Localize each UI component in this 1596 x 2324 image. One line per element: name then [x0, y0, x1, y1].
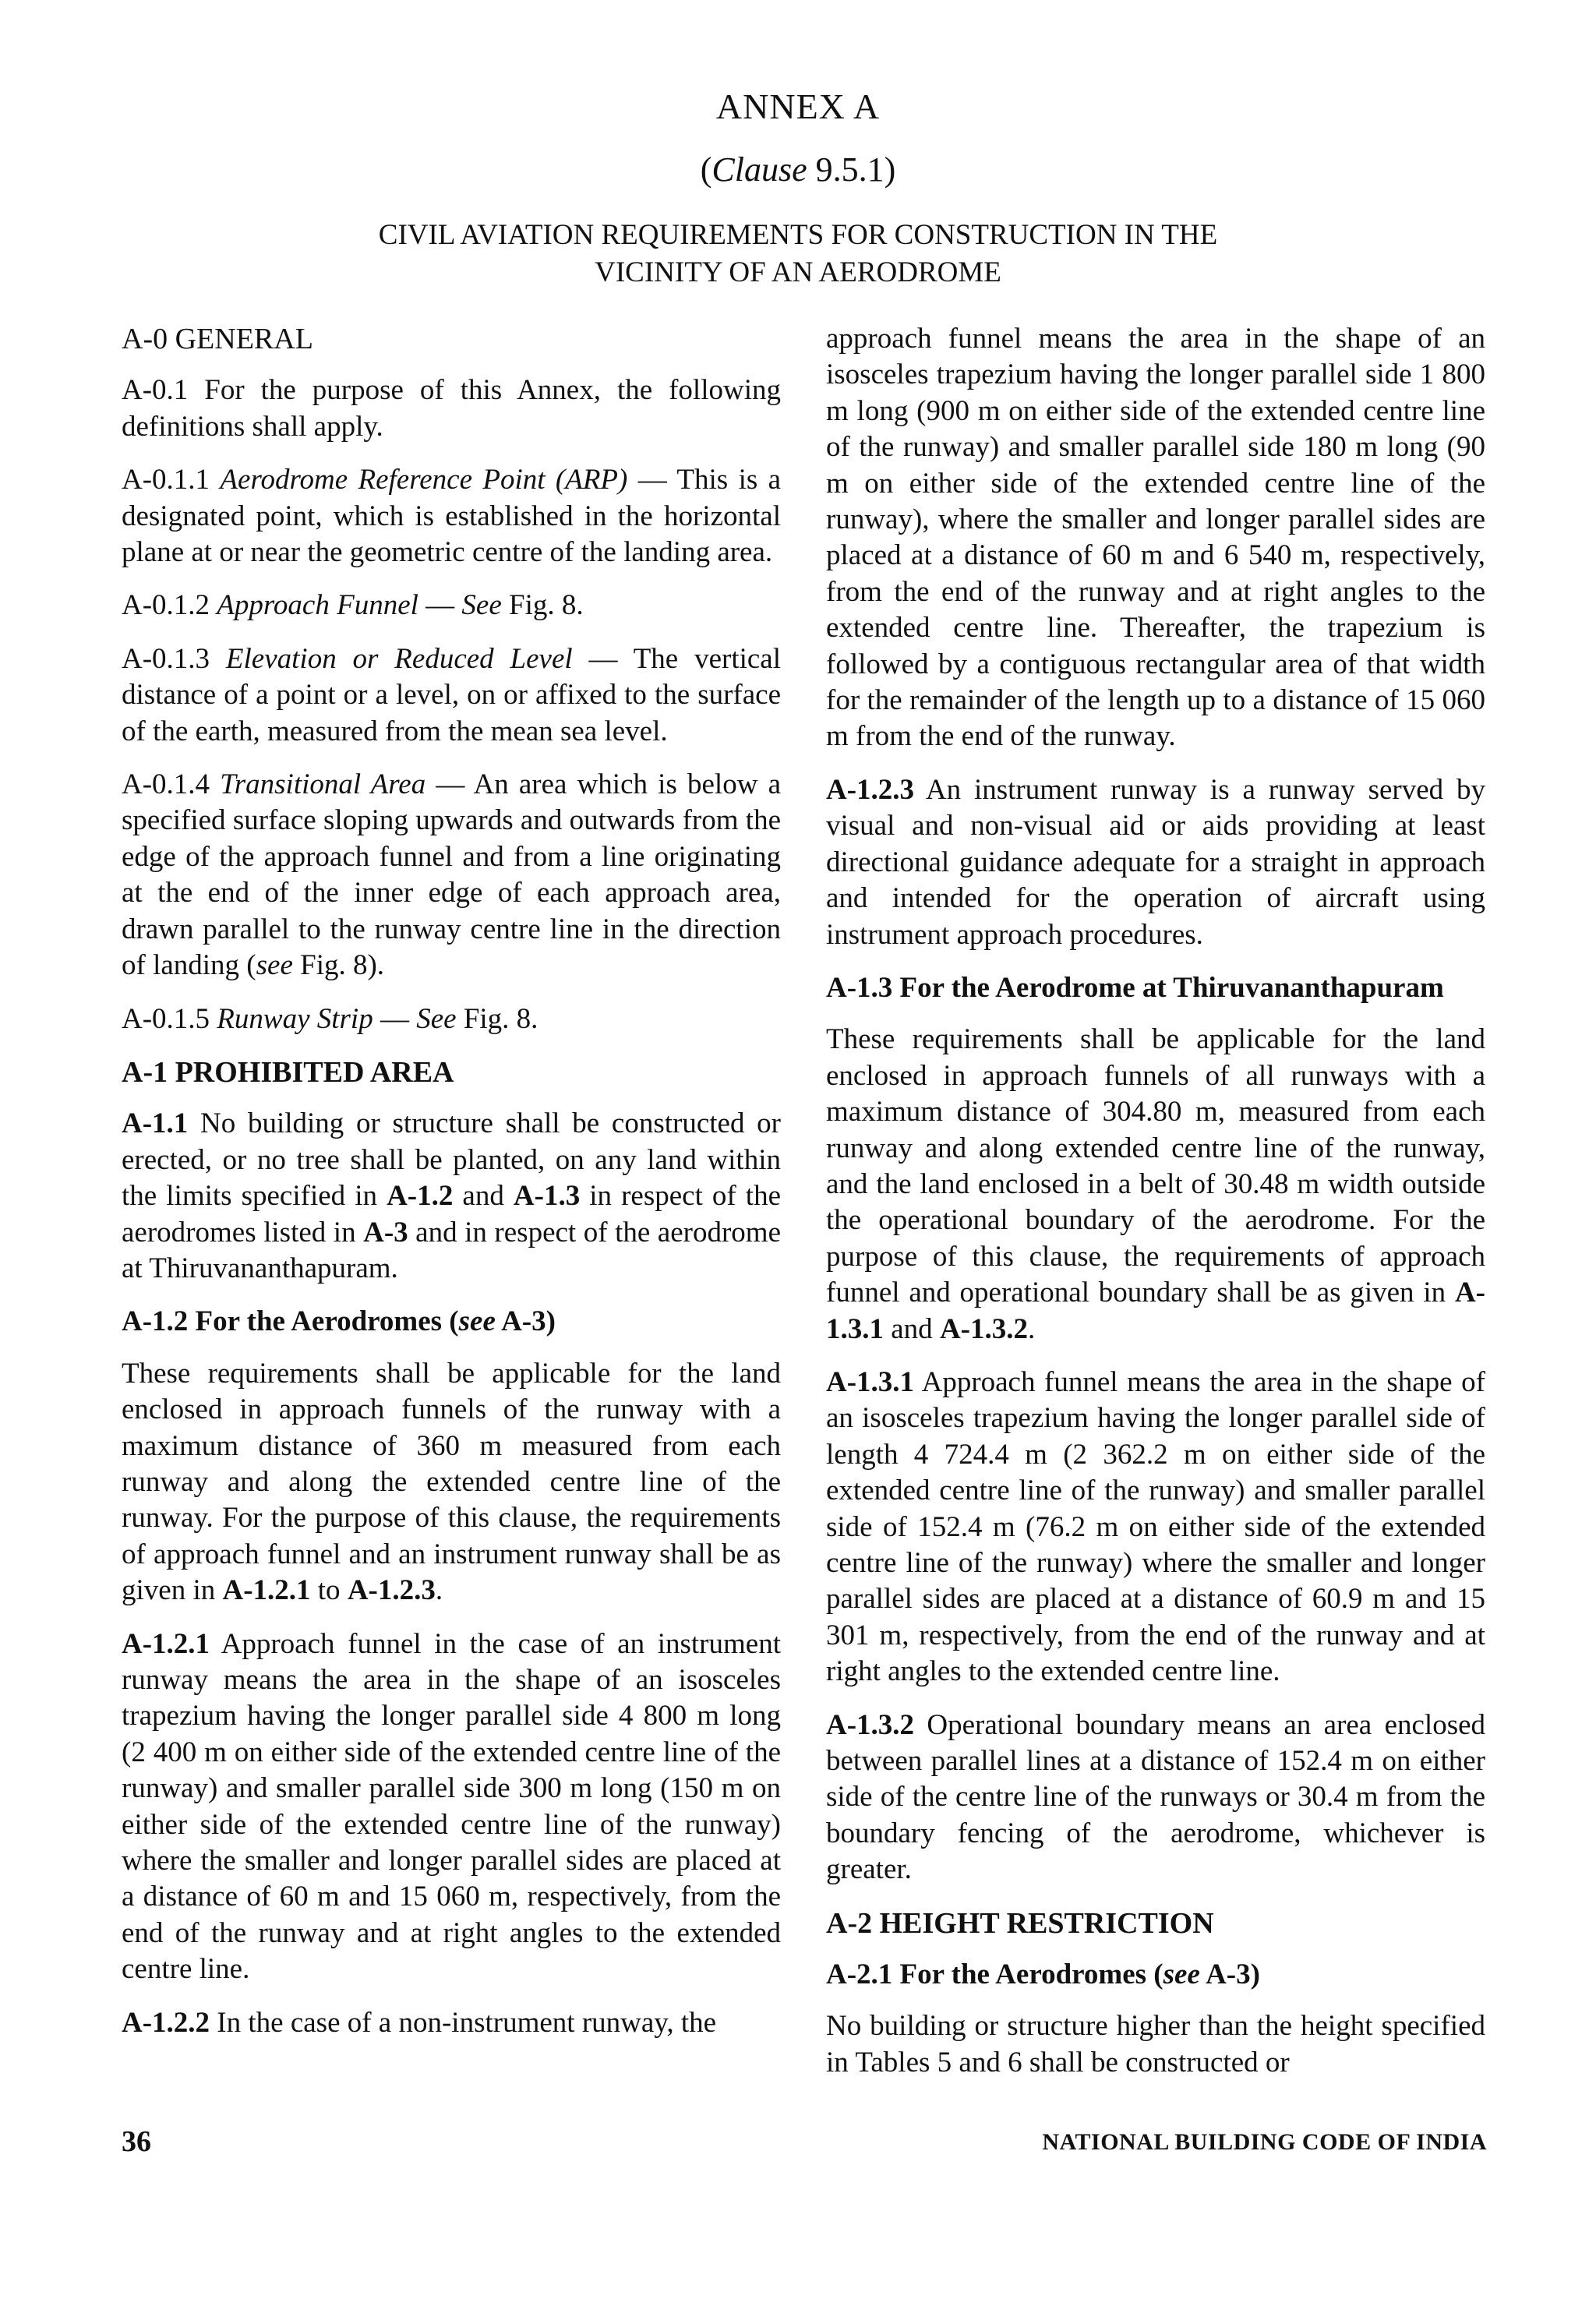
para-text: Approach funnel means the area in the shape of an isosceles trapezium having the longer parallel side of length 4 724.4 m (2 362.2 m on either side of the extended centre line of the runway) and smaller parallel side of 152.4 m (76.2 m on either side of the extended centre line of the runway) where the smaller and longer parallel sides are placed at a distance of 60.9 m and 15 301 m, respectively, from the end of the runway and at right angles to the extended centre line.	[826, 1365, 1485, 1688]
clause-number: A-1.3.1	[826, 1365, 915, 1398]
clause-number: A-1.2	[122, 1305, 189, 1338]
clause-number: A-0.1	[122, 374, 189, 407]
annex-heading-line-2: VICINITY OF AN AERODROME	[595, 256, 1001, 288]
right-column	[826, 321, 1485, 2098]
para-text: — This is a designated point, which is established in the horizontal plane at or near the geometric centre of the landing area.	[122, 464, 782, 569]
left-column	[122, 321, 781, 2058]
see-word: See	[416, 1002, 457, 1035]
annex-heading-line-1: CIVIL AVIATION REQUIREMENTS FOR CONSTRUCTION IN THE	[378, 219, 1218, 251]
cross-ref: A-1.2	[387, 1180, 454, 1213]
section-heading-general: A-0 GENERAL	[122, 323, 313, 355]
para-text: An instrument runway is a runway served by visual and non-visual aid or aids providing at least directional guidance adequate for a straight in approach and intended for the operation of aircraft using instrument approach procedures.	[826, 773, 1485, 951]
para-text: No building or structure shall be constructed or erected, or no tree shall be planted, on any land within the limits specified in	[122, 1107, 782, 1213]
annex-title: ANNEX A	[715, 87, 881, 126]
defined-term: Runway Strip	[217, 1002, 373, 1035]
para-a-1-2-3	[826, 772, 1485, 953]
para-a-1-3-2	[826, 1708, 1485, 1888]
defined-term: Elevation or Reduced Level	[225, 642, 573, 675]
clause-number: A-1.2.1	[122, 1627, 210, 1660]
clause-number: A-0.1.5	[122, 1002, 210, 1035]
para-text: — An area which is below a specified surface sloping upwards and outwards from the edge of the approach funnel and from a line originating at the end of the inner edge of each approach area, drawn parallel to the runway centre line in the direction of landing (	[122, 768, 781, 982]
clause-number: A-2.1	[826, 1958, 893, 1991]
clause-number: A-0.1.3	[122, 642, 210, 675]
see-word: see	[458, 1305, 496, 1338]
para-a-1-2-2-continued	[826, 321, 1485, 755]
para-text: to	[310, 1574, 348, 1607]
para-text: Approach funnel in the case of an instrument runway means the area in the shape of an isosceles trapezium having the longer parallel side 4 800 m long (2 400 m on either side of the extended centre line of the runway) and smaller parallel side 300 m long (150 m on either side of the extended centre line of the runway) where the smaller and longer parallel sides are placed at a distance of 60 m and 15 060 m, respectively, from the end of the runway and at right angles to the extended centre line.	[122, 1627, 781, 1986]
clause-number: A-0.1.4	[122, 768, 210, 801]
clause-number: 9.5.1	[815, 150, 885, 189]
page-number: 36	[122, 2125, 151, 2158]
clause-number: A-0.1.1	[122, 464, 210, 496]
para-a-1-2-2	[122, 2005, 781, 2041]
para-a-1-3-1	[826, 1365, 1485, 1690]
defined-term: Transitional Area	[220, 768, 426, 801]
cross-ref: A-3	[363, 1216, 408, 1249]
see-word: See	[461, 589, 502, 622]
para-a-0-1-4	[122, 767, 781, 984]
para-text: and	[884, 1312, 940, 1345]
para-a-2-1-body	[826, 2008, 1485, 2081]
section-heading-prohibited-area: A-1 PROHIBITED AREA	[122, 1055, 454, 1089]
para-a-0-1-1	[122, 462, 781, 570]
para-a-0-1-3	[122, 641, 781, 750]
cross-ref: A-3)	[1199, 1958, 1260, 1991]
subheading-a-2-1	[826, 1957, 1485, 1993]
para-text: approach funnel means the area in the shape of an isosceles trapezium having the longer parallel side 1 800 m long (900 m on either side of the extended centre line of the runway) and smaller parallel side 180 m long (90 m on either side of the extended centre line of the runway), where the smaller and longer parallel sides are placed at a distance of 60 m and 6 540 m, respectively, from the end of the runway and at right angles to the extended centre line. Thereafter, the trapezium is followed by a contiguous rectangular area of that width for the remainder of the length up to a distance of 15 060 m from the end of the runway.	[826, 323, 1485, 753]
para-a-1-2-body	[122, 1356, 781, 1609]
para-a-1-3-body	[826, 1022, 1485, 1347]
subheading-a-1-2	[122, 1304, 781, 1340]
figure-ref: Fig. 8).	[292, 949, 385, 982]
para-text: In the case of a non-instrument runway, the	[217, 2006, 717, 2039]
para-a-0-1-5	[122, 1001, 781, 1037]
para-text: .	[435, 1574, 443, 1607]
subheading-text: For the Aerodromes (	[899, 1958, 1163, 1991]
clause-reference: (Clause 9.5.1)	[700, 150, 896, 189]
dash: —	[418, 589, 462, 622]
cross-ref: A-1.2.3	[347, 1574, 436, 1607]
annex-heading	[0, 217, 1596, 291]
clause-number: A-1.1	[122, 1107, 189, 1140]
para-a-0-1-2	[122, 588, 781, 623]
defined-term: Aerodrome Reference Point (ARP)	[220, 464, 628, 496]
para-a-1-2-1	[122, 1626, 781, 1988]
defined-term: Approach Funnel	[217, 589, 418, 622]
see-word: see	[1163, 1958, 1200, 1991]
para-text: .	[1027, 1312, 1036, 1345]
see-word: see	[256, 949, 293, 982]
clause-number: A-1.3.2	[826, 1708, 915, 1741]
clause-number: A-0.1.2	[122, 589, 210, 622]
para-a-1-1	[122, 1106, 781, 1287]
subheading-a-1-3: A-1.3 For the Aerodrome at Thiruvananthapuram	[826, 971, 1444, 1004]
para-text: in respect of the aerodromes listed in	[122, 1180, 781, 1249]
dash: —	[373, 1002, 417, 1035]
section-heading-height-restriction: A-2 HEIGHT RESTRICTION	[826, 1906, 1214, 1940]
cross-ref: A-3)	[495, 1305, 556, 1338]
para-text: These requirements shall be applicable for the land enclosed in approach funnels of the runway with a maximum distance of 360 m measured from each runway and along the extended centre line of the runway. For the purpose of this clause, the requirements of approach funnel and an instrument runway shall be as given in	[122, 1357, 781, 1607]
para-text: and in respect of the aerodrome at Thiruvananthapuram.	[122, 1216, 781, 1284]
para-text: These requirements shall be applicable for the land enclosed in approach funnels of all runways with a maximum distance of 304.80 m, measured from each runway and along extended centre line of the runway, and the land enclosed in a belt of 30.48 m width outside the operational boundary of the aerodrome. For the purpose of this clause, the requirements of approach funnel and operational boundary shall be as given in	[826, 1023, 1485, 1309]
cross-ref: A-1.2.1	[222, 1574, 311, 1607]
clause-number: A-1.2.3	[826, 773, 915, 806]
cross-ref: A-1.3	[513, 1180, 581, 1213]
clause-number: A-1.2.2	[122, 2006, 210, 2039]
para-text: and	[453, 1180, 514, 1213]
para-text: — The vertical distance of a point or a level, on or affixed to the surface of the earth, measured from the mean sea level.	[122, 642, 782, 747]
para-text: Operational boundary means an area enclosed between parallel lines at a distance of 152.4 m on either side of the centre line of the runways or 30.4 m from the boundary fencing of the aerodrome, whichever is greater.	[826, 1708, 1486, 1886]
para-a-0-1	[122, 373, 781, 445]
cross-ref: A-1.3.2	[939, 1312, 1028, 1345]
para-text: No building or structure higher than the height specified in Tables 5 and 6 shall be constructed or	[826, 2010, 1485, 2079]
figure-ref: Fig. 8.	[456, 1002, 538, 1035]
subheading-text: For the Aerodromes (	[195, 1305, 459, 1338]
figure-ref: Fig. 8.	[501, 589, 584, 622]
running-footer: NATIONAL BUILDING CODE OF INDIA	[1042, 2129, 1487, 2155]
para-text: For the purpose of this Annex, the following definitions shall apply.	[122, 374, 781, 443]
clause-word: Clause	[711, 150, 807, 189]
cross-ref: A-1.3.1	[826, 1277, 1485, 1345]
